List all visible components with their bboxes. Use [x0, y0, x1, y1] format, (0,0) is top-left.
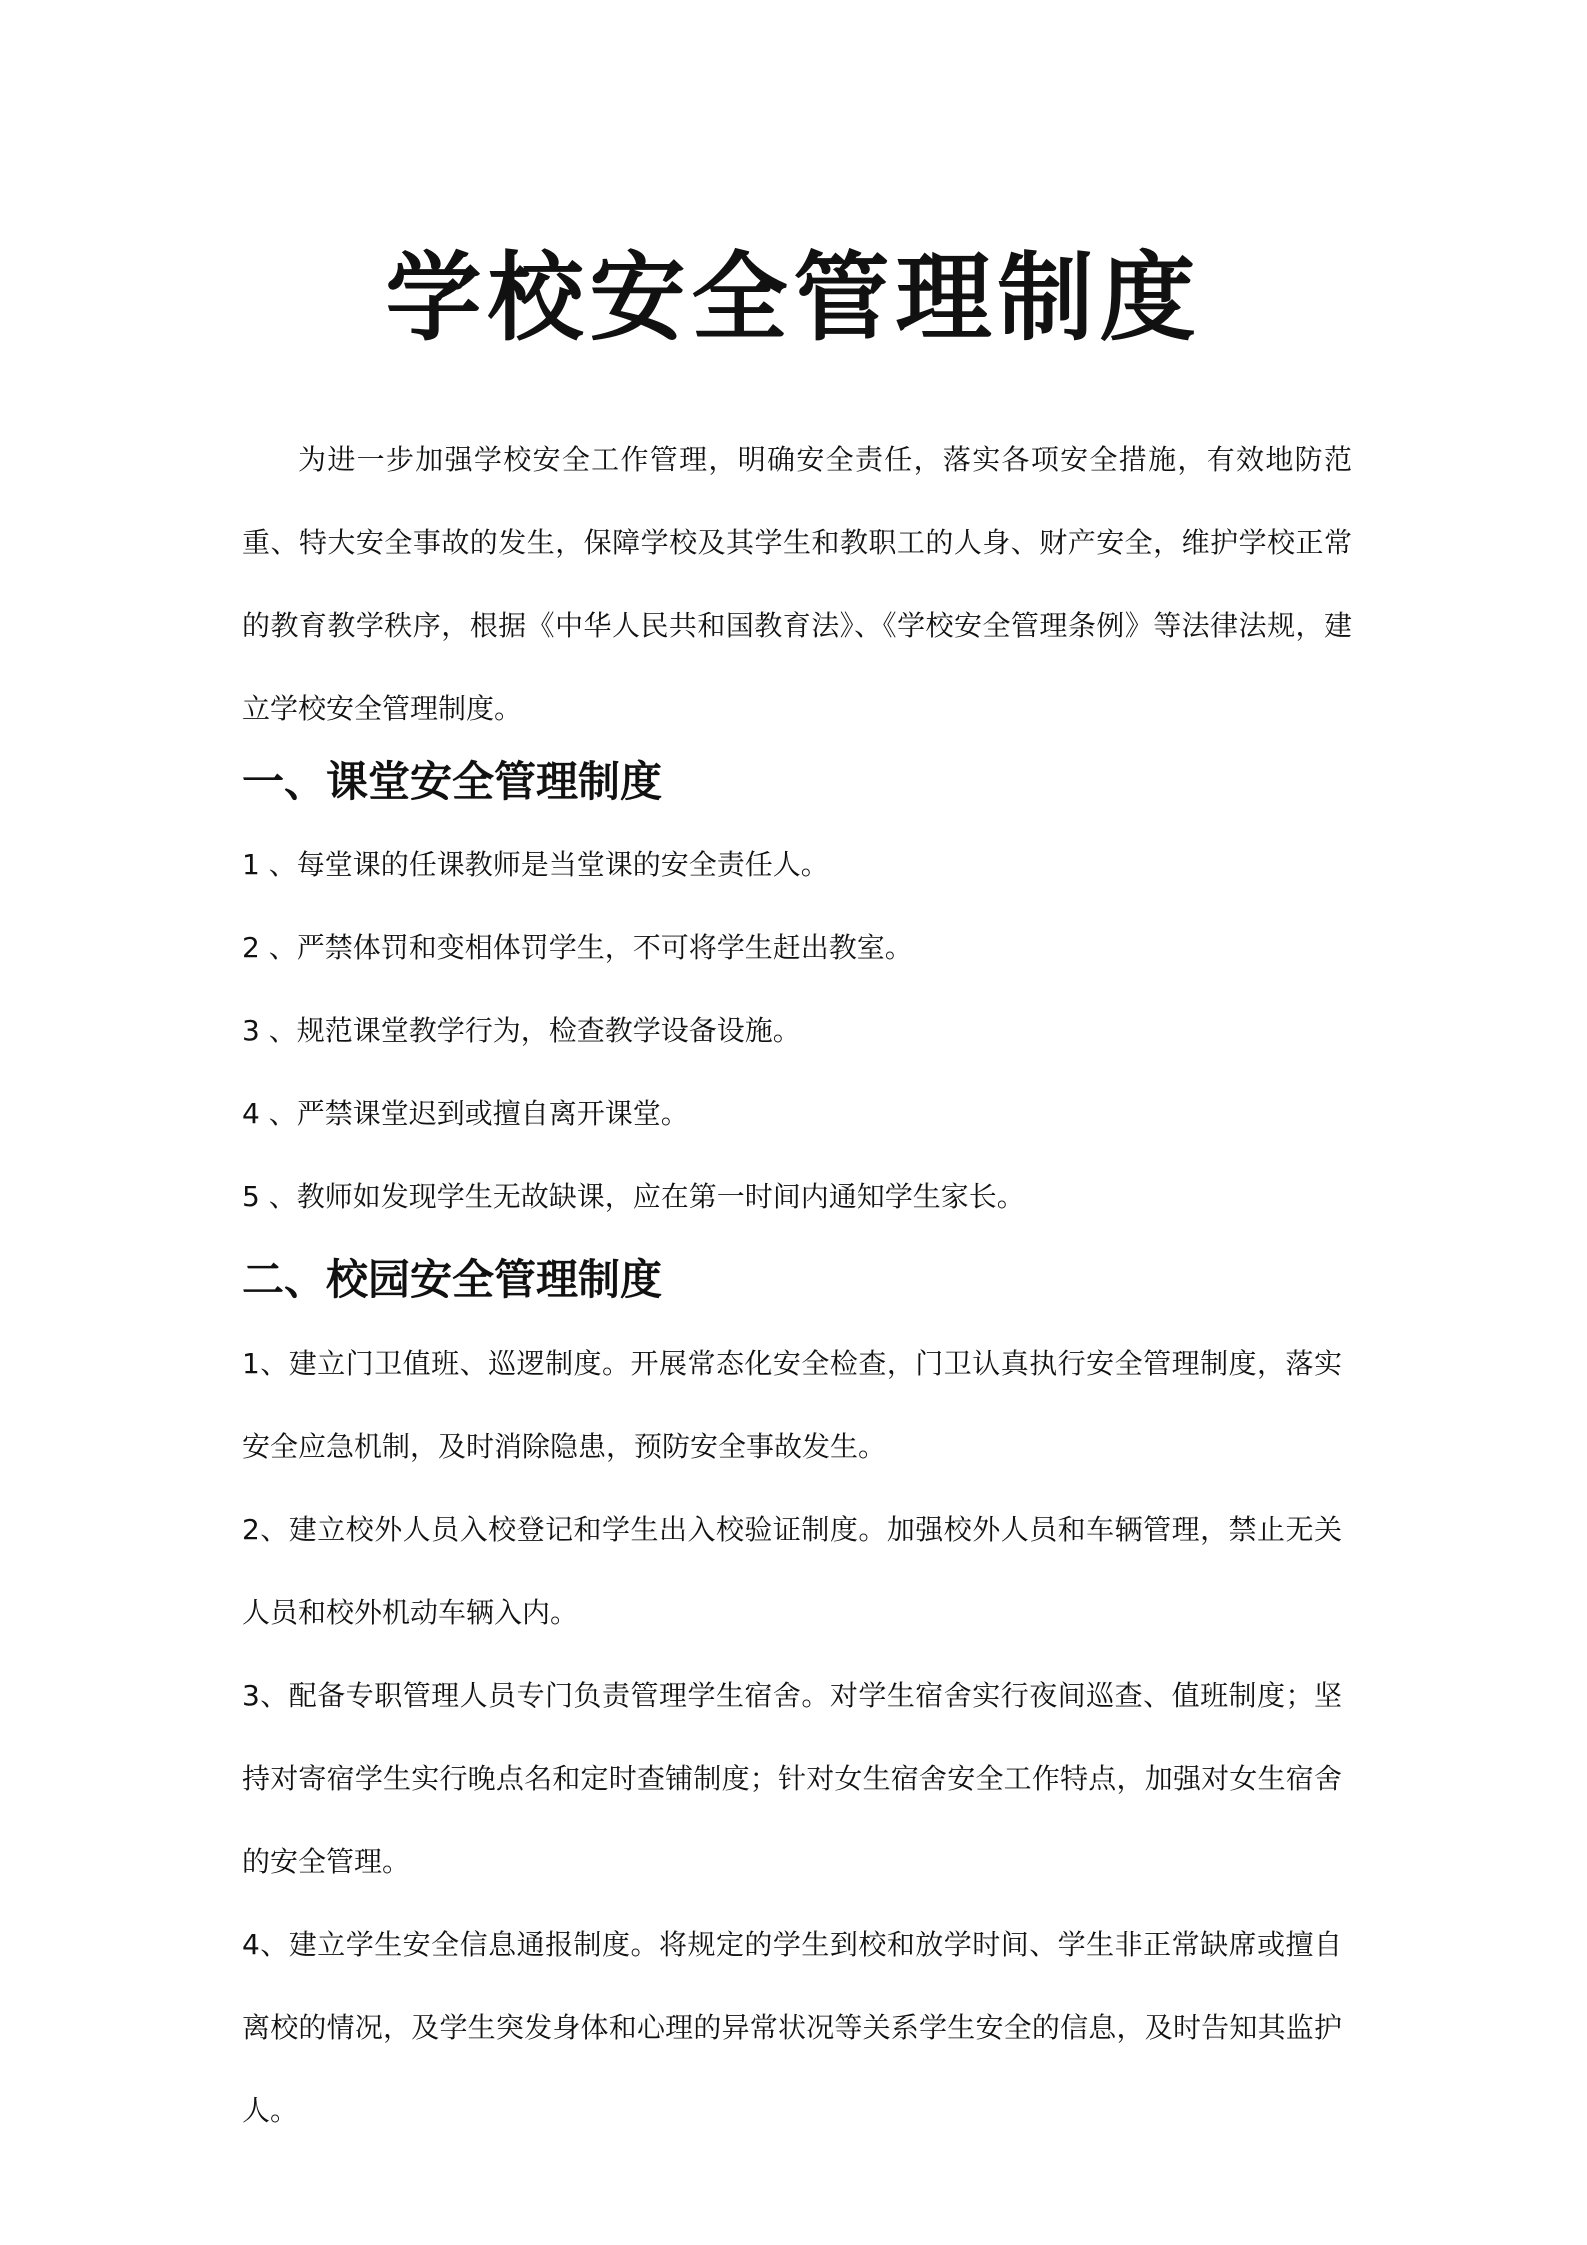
list-item: 3 、规范课堂教学行为，检查教学设备设施。 [242, 1014, 801, 1047]
list-item: 1 、每堂课的任课教师是当堂课的安全责任人。 [242, 848, 829, 881]
section-heading: 一、课堂安全管理制度 [242, 757, 663, 806]
list-item: 4、建立学生安全信息通报制度。将规定的学生到校和放学时间、学生非正常缺席或擅自离校的情况，及学生突发身体和心理的异常状况等关系学生安全的信息，及时告知其监护人。 [242, 1928, 1342, 2127]
list-item: 4 、严禁课堂迟到或擅自离开课堂。 [242, 1097, 689, 1130]
list-item: 2 、严禁体罚和变相体罚学生，不可将学生赶出教室。 [242, 931, 913, 964]
intro-paragraph: 为进一步加强学校安全工作管理，明确安全责任，落实各项安全措施，有效地防范重、特大安全事故的发生，保障学校及其学生和教职工的人身、财产安全，维护学校正常的教育教学秩序，根据《中华人民共和国教育法》、《学校安全管理条例》等法律法规，建立学校安全管理制度。 [242, 443, 1352, 725]
list-item: 1、建立门卫值班、巡逻制度。开展常态化安全检查，门卫认真执行安全管理制度，落实安全应急机制，及时消除隐患，预防安全事故发生。 [242, 1347, 1342, 1463]
list-item: 2、建立校外人员入校登记和学生出入校验证制度。加强校外人员和车辆管理，禁止无关人员和校外机动车辆入内。 [242, 1513, 1342, 1629]
document-title: 学校安全管理制度 [385, 242, 1202, 354]
section-heading: 二、校园安全管理制度 [242, 1255, 663, 1304]
list-item: 5 、教师如发现学生无故缺课，应在第一时间内通知学生家长。 [242, 1180, 1025, 1213]
list-item: 3、配备专职管理人员专门负责管理学生宿舍。对学生宿舍实行夜间巡查、值班制度；坚持对寄宿学生实行晚点名和定时查铺制度；针对女生宿舍安全工作特点，加强对女生宿舍的安全管理。 [242, 1679, 1342, 1878]
